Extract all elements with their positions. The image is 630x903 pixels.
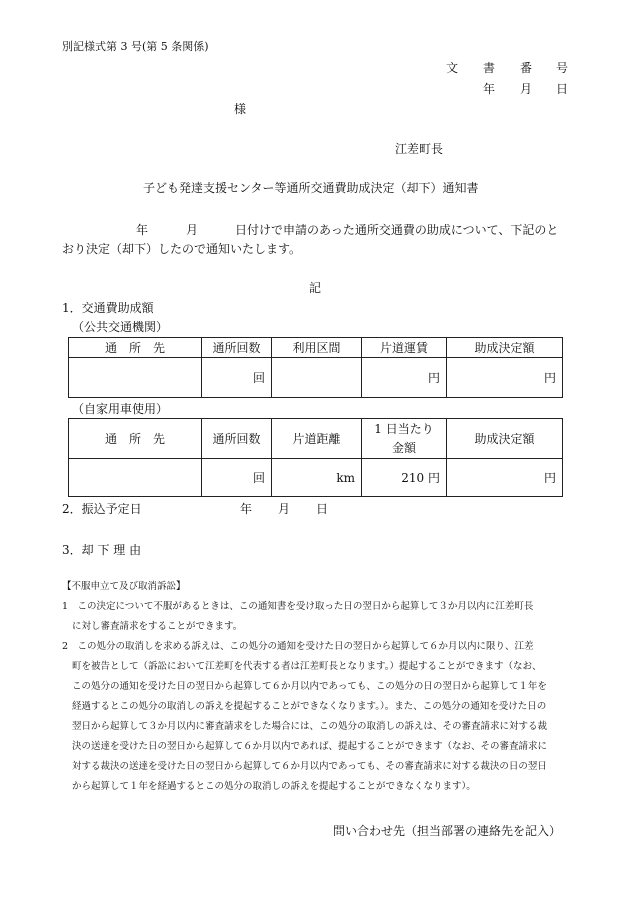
doc-number-char: 文 [446, 61, 459, 75]
header-visits: 通所回数 [202, 338, 272, 358]
cell-daily-amount: 210 円 [362, 459, 447, 497]
cell-approved-amount: 円 [447, 459, 563, 497]
doc-number-char: 号 [556, 61, 569, 75]
cell-one-way-distance: km [272, 459, 362, 497]
appeal-line: に対し審査請求をすることができます。 [72, 621, 243, 632]
public-transport-label: （公共交通機関） [72, 320, 169, 334]
table-row [69, 459, 563, 497]
cell-one-way-fare: 円 [362, 358, 447, 398]
section3-heading: 3．却 下 理 由 [62, 543, 142, 557]
body-line-2: おり決定（却下）したので通知いたします。 [62, 242, 302, 256]
cell-visits: 回 [202, 459, 272, 497]
appeal-heading: 【不服申立て及び取消訴訟】 [62, 581, 186, 592]
ki-heading: 記 [309, 281, 322, 295]
addressee-suffix: 様 [234, 102, 247, 116]
doc-number-char: 番 [520, 61, 533, 75]
document-title: 子ども発達支援センター等通所交通費助成決定（却下）通知書 [143, 181, 479, 195]
appeal-line: から起算して１年を経過するとこの処分の取消しの訴えを提起することができなくなります）。 [72, 781, 476, 792]
transfer-date-day: 日 [316, 502, 329, 516]
appeal-line: 決の送達を受けた日の翌日から起算して６か月以内であれば、提起することができます（なお、その審査請求に [72, 741, 548, 752]
issue-date-year: 年 [483, 82, 496, 96]
sender: 江差町長 [395, 142, 444, 156]
appeal-line: 町を被告として（訴訟において江差町を代表する者は江差町長となります。）提起することができます（なお、 [72, 661, 542, 672]
section1-heading: 1．交通費助成額 [62, 301, 154, 315]
cell-destination [69, 358, 202, 398]
public-transport-table [68, 337, 563, 398]
appeal-line: 1 この決定について不服があるときは、この通知書を受け取った日の翌日から起算して３か月以内に江差町長 [62, 601, 534, 612]
header-daily-amount [362, 419, 447, 459]
issue-date-day: 日 [556, 82, 569, 96]
contact-info: 問い合わせ先（担当部署の連絡先を記入） [333, 824, 562, 838]
issue-date-month: 月 [520, 82, 533, 96]
header-one-way-distance: 片道距離 [272, 419, 362, 459]
header-approved-amount: 助成決定額 [447, 419, 563, 459]
body-line-1: 日付けで申請のあった通所交通費の助成について、下記のと [235, 223, 559, 237]
form-label: 別記様式第 3 号(第 5 条関係) [62, 40, 209, 53]
doc-number-char: 書 [483, 61, 496, 75]
body-date-month: 月 [186, 223, 199, 237]
header-visits: 通所回数 [202, 419, 272, 459]
cell-route [272, 358, 362, 398]
appeal-line: 対する裁決の送達を受けた日の翌日から起算して６か月以内であっても、その審査請求に対する裁決の日の翌日 [72, 761, 547, 772]
cell-approved-amount: 円 [447, 358, 563, 398]
header-destination: 通 所 先 [69, 419, 202, 459]
appeal-line: 翌日から起算して３か月以内に審査請求をした場合には、この処分の取消しの訴えは、その審査請求に対する裁 [72, 721, 548, 732]
header-daily-amount-line-2: 金額 [391, 440, 416, 455]
table-header-row [69, 419, 563, 459]
transfer-date-month: 月 [278, 502, 291, 516]
section2-heading: 2．振込予定日 [62, 502, 142, 516]
header-destination: 通 所 先 [69, 338, 202, 358]
header-route: 利用区間 [272, 338, 362, 358]
private-car-label: （自家用車使用） [72, 402, 169, 416]
header-approved-amount: 助成決定額 [447, 338, 563, 358]
table-row [69, 358, 563, 398]
cell-visits: 回 [202, 358, 272, 398]
private-car-table [68, 418, 563, 497]
cell-destination [69, 459, 202, 497]
appeal-line: 2 この処分の取消しを求める訴えは、この処分の通知を受けた日の翌日から起算して６か月以内に限り、江差 [62, 641, 534, 652]
header-daily-amount-line-1: 1 日当たり [374, 421, 434, 436]
appeal-line: 経過するとこの処分の取消しの訴えを提起することができなくなります。）。また、この処分の通知を受けた日の [72, 701, 547, 712]
header-one-way-fare: 片道運賃 [362, 338, 447, 358]
body-date-year: 年 [136, 223, 149, 237]
table-header-row [69, 338, 563, 358]
appeal-line: この処分の通知を受けた日の翌日から起算して６か月以内であっても、この処分の日の翌日から起算して１年を [72, 681, 547, 692]
transfer-date-year: 年 [240, 502, 253, 516]
